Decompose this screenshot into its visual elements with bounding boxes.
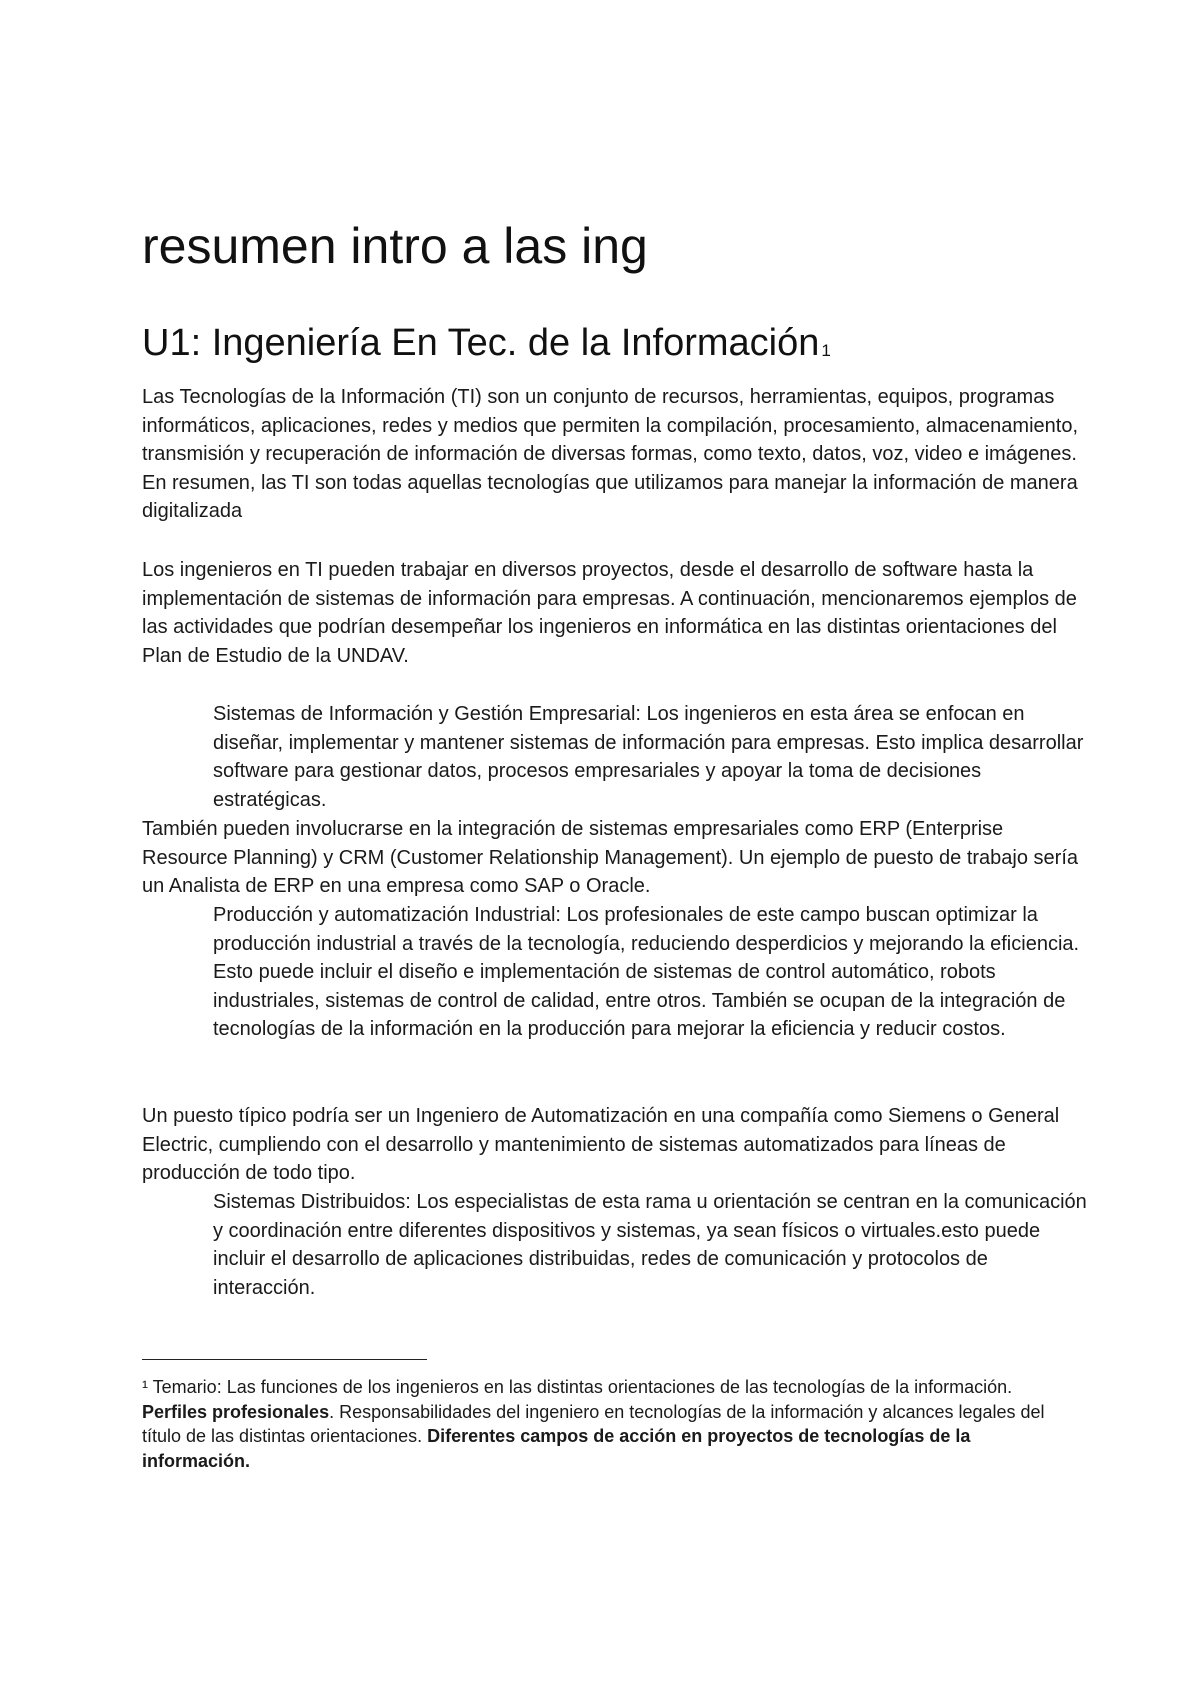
- footnote-reference[interactable]: 1: [821, 341, 831, 360]
- paragraph-erp-crm: También pueden involucrarse en la integración de sistemas empresariales como ERP (Enterprise Resource Planning) y CRM (Customer Relationship Management). Un ejemplo de puesto de trabajo sería un Analista de ERP en una empresa como SAP o Oracle.: [142, 818, 1079, 898]
- document-title: resumen intro a las ing: [142, 218, 648, 274]
- section-heading: [142, 318, 831, 368]
- footnote-mark: ¹: [142, 1377, 148, 1397]
- footnote-text-2: . Responsabilidades del ingeniero en tecnologías de la información y alcances legales del título de las distintas orientaciones.: [142, 1401, 1045, 1446]
- footnote-bold-1: Perfiles profesionales: [142, 1401, 330, 1422]
- paragraph-ti-engineers: Los ingenieros en TI pueden trabajar en diversos proyectos, desde el desarrollo de software hasta la implementación de sistemas de información para empresas. A continuación, mencionaremos ejemplos de las actividades que podrían desempeñar los ingenieros en informática en las distintas orientaciones del Plan de Estudio de la UNDAV.: [142, 559, 1077, 667]
- footnote-text-1: Temario: Las funciones de los ingenieros en las distintas orientaciones de las tecnologías de la información.: [148, 1377, 1013, 1397]
- paragraph-ti-definition: Las Tecnologías de la Información (TI) son un conjunto de recursos, herramientas, equipos, programas informáticos, aplicaciones, redes y medios que permiten la compilación, procesamiento, almacenamiento, transmisión y recuperación de información de diversas formas, como texto, datos, voz, video e imágenes. En resumen, las TI son todas aquellas tecnologías que utilizamos para manejar la información de manera digitalizada: [142, 386, 1079, 523]
- paragraph-ingeniero-automatizacion: Un puesto típico podría ser un Ingeniero de Automatización en una compañía como Siemens o General Electric, cumpliendo con el desarrollo y mantenimiento de sistemas automatizados para líneas de producción de todo tipo.: [142, 1105, 1060, 1185]
- paragraph-produccion-automatizacion: Producción y automatización Industrial: Los profesionales de este campo buscan optimizar la producción industrial a través de la tecnología, reduciendo desperdicios y mejorando la eficiencia. Esto puede incluir el diseño e implementación de sistemas de control automático, robots industriales, sistemas de control de calidad, entre otros. También se ocupan de la integración de tecnologías de la información en la producción para mejorar la eficiencia y reducir costos.: [213, 904, 1080, 1041]
- footnote-separator: [142, 1359, 427, 1360]
- paragraph-sistemas-informacion: Sistemas de Información y Gestión Empresarial: Los ingenieros en esta área se enfocan en diseñar, implementar y mantener sistemas de información para empresas. Esto implica desarrollar software para gestionar datos, procesos empresariales y apoyar la toma de decisiones estratégicas.: [213, 703, 1084, 811]
- footnote-bold-2: Diferentes campos de acción en proyectos de tecnologías de la información.: [142, 1426, 971, 1471]
- footnote: [142, 1375, 1082, 1473]
- paragraph-sistemas-distribuidos: Sistemas Distribuidos: Los especialistas de esta rama u orientación se centran en la comunicación y coordinación entre diferentes dispositivos y sistemas, ya sean físicos o virtuales.esto puede incluir el desarrollo de aplicaciones distribuidas, redes de comunicación y protocolos de interacción.: [213, 1191, 1087, 1299]
- section-heading-text: U1: Ingeniería En Tec. de la Información: [142, 322, 820, 364]
